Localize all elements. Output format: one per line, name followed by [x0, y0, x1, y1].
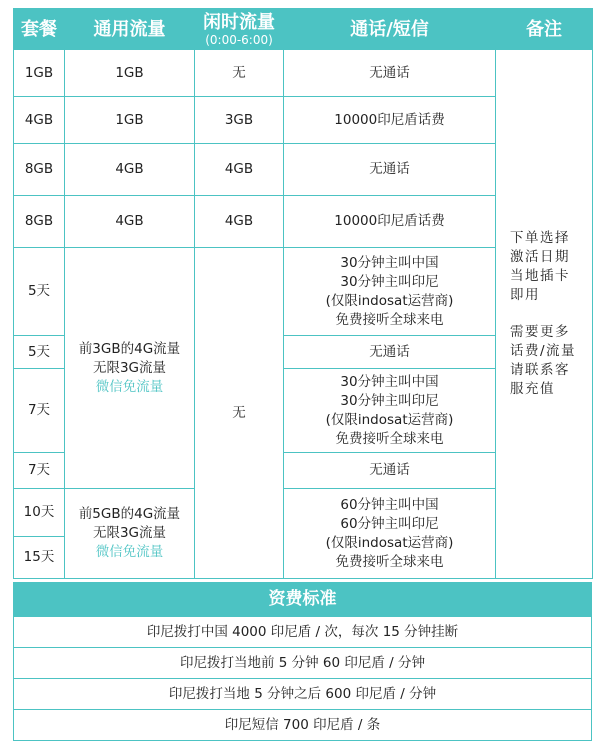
- notes-line: 需要更多: [510, 324, 570, 340]
- calls-cell: 无通话: [284, 453, 496, 489]
- general-cell: 4GB: [65, 144, 195, 196]
- plan-table: [13, 8, 593, 579]
- plan-cell: 7天: [14, 369, 65, 453]
- notes-line: 请联系客: [510, 362, 570, 378]
- general-line: 前5GB的4G流量: [78, 506, 181, 522]
- rates-title: 资费标准: [14, 583, 591, 616]
- general-merged-cell: [65, 489, 195, 579]
- wechat-free-label: 微信免流量: [95, 378, 164, 395]
- general-merged-cell: [65, 248, 195, 489]
- general-cell: 1GB: [65, 97, 195, 144]
- plan-cell: 5天: [14, 336, 65, 369]
- plan-cell: 15天: [14, 537, 65, 579]
- calls-line: (仅限indosat运营商): [325, 534, 454, 551]
- header-idle-data: [195, 9, 284, 50]
- general-line: 无限3G流量: [92, 359, 167, 376]
- calls-cell: 10000印尼盾话费: [284, 196, 496, 248]
- notes-line: 话费/流量: [510, 343, 577, 359]
- rate-row: 印尼拨打当地 5 分钟之后 600 印尼盾 / 分钟: [14, 678, 591, 709]
- plan-cell: 8GB: [14, 144, 65, 196]
- calls-line: 30分钟主叫印尼: [340, 392, 439, 409]
- calls-line: (仅限indosat运营商): [325, 411, 454, 428]
- header-general-data: 通用流量: [65, 9, 195, 50]
- plan-cell: 7天: [14, 453, 65, 489]
- calls-line: 30分钟主叫中国: [340, 254, 439, 271]
- calls-cell: [284, 489, 496, 579]
- calls-line: (仅限indosat运营商): [325, 292, 454, 309]
- plan-cell: 5天: [14, 248, 65, 336]
- wechat-free-label: 微信免流量: [95, 544, 164, 560]
- general-line: 无限3G流量: [92, 525, 167, 541]
- plan-cell: 8GB: [14, 196, 65, 248]
- general-line: 前3GB的4G流量: [78, 340, 181, 357]
- rate-row: 印尼拨打当地前 5 分钟 60 印尼盾 / 分钟: [14, 647, 591, 678]
- calls-cell: 无通话: [284, 144, 496, 196]
- notes-line: 服充值: [510, 381, 555, 397]
- header-idle-time: (0:00-6:00): [205, 32, 273, 47]
- calls-cell: 10000印尼盾话费: [284, 97, 496, 144]
- plan-cell: 1GB: [14, 50, 65, 97]
- calls-cell: 无通话: [284, 336, 496, 369]
- idle-cell: 4GB: [195, 144, 284, 196]
- general-cell: 4GB: [65, 196, 195, 248]
- calls-line: 免费接听全球来电: [335, 311, 444, 328]
- idle-merged-cell: 无: [195, 248, 284, 579]
- notes-cell: [496, 50, 593, 579]
- calls-cell: [284, 369, 496, 453]
- table-header: [14, 9, 593, 50]
- table-row: [14, 50, 593, 97]
- notes-line: 下单选择: [510, 230, 570, 246]
- notes-line: 激活日期: [510, 249, 570, 265]
- calls-line: 60分钟主叫印尼: [340, 515, 439, 532]
- calls-line: 60分钟主叫中国: [340, 496, 439, 513]
- notes-spacer: [510, 305, 578, 323]
- rates-section: [13, 582, 592, 741]
- plan-cell: 10天: [14, 489, 65, 537]
- header-calls-sms: 通话/短信: [284, 9, 496, 50]
- idle-cell: 4GB: [195, 196, 284, 248]
- calls-cell: [284, 248, 496, 336]
- calls-cell: 无通话: [284, 50, 496, 97]
- notes-line: 即用: [510, 287, 540, 303]
- calls-line: 30分钟主叫中国: [340, 373, 439, 390]
- notes-line: 当地插卡: [510, 268, 570, 284]
- header-plan: 套餐: [14, 9, 65, 50]
- general-cell: 1GB: [65, 50, 195, 97]
- rate-row: 印尼拨打中国 4000 印尼盾 / 次，每次 15 分钟挂断: [14, 616, 591, 647]
- idle-cell: 3GB: [195, 97, 284, 144]
- header-notes: 备注: [496, 9, 593, 50]
- plan-cell: 4GB: [14, 97, 65, 144]
- idle-cell: 无: [195, 50, 284, 97]
- rate-row: 印尼短信 700 印尼盾 / 条: [14, 709, 591, 740]
- calls-line: 免费接听全球来电: [335, 553, 444, 570]
- calls-line: 30分钟主叫印尼: [340, 273, 439, 290]
- header-idle-label: 闲时流量: [203, 11, 275, 33]
- calls-line: 免费接听全球来电: [335, 430, 444, 447]
